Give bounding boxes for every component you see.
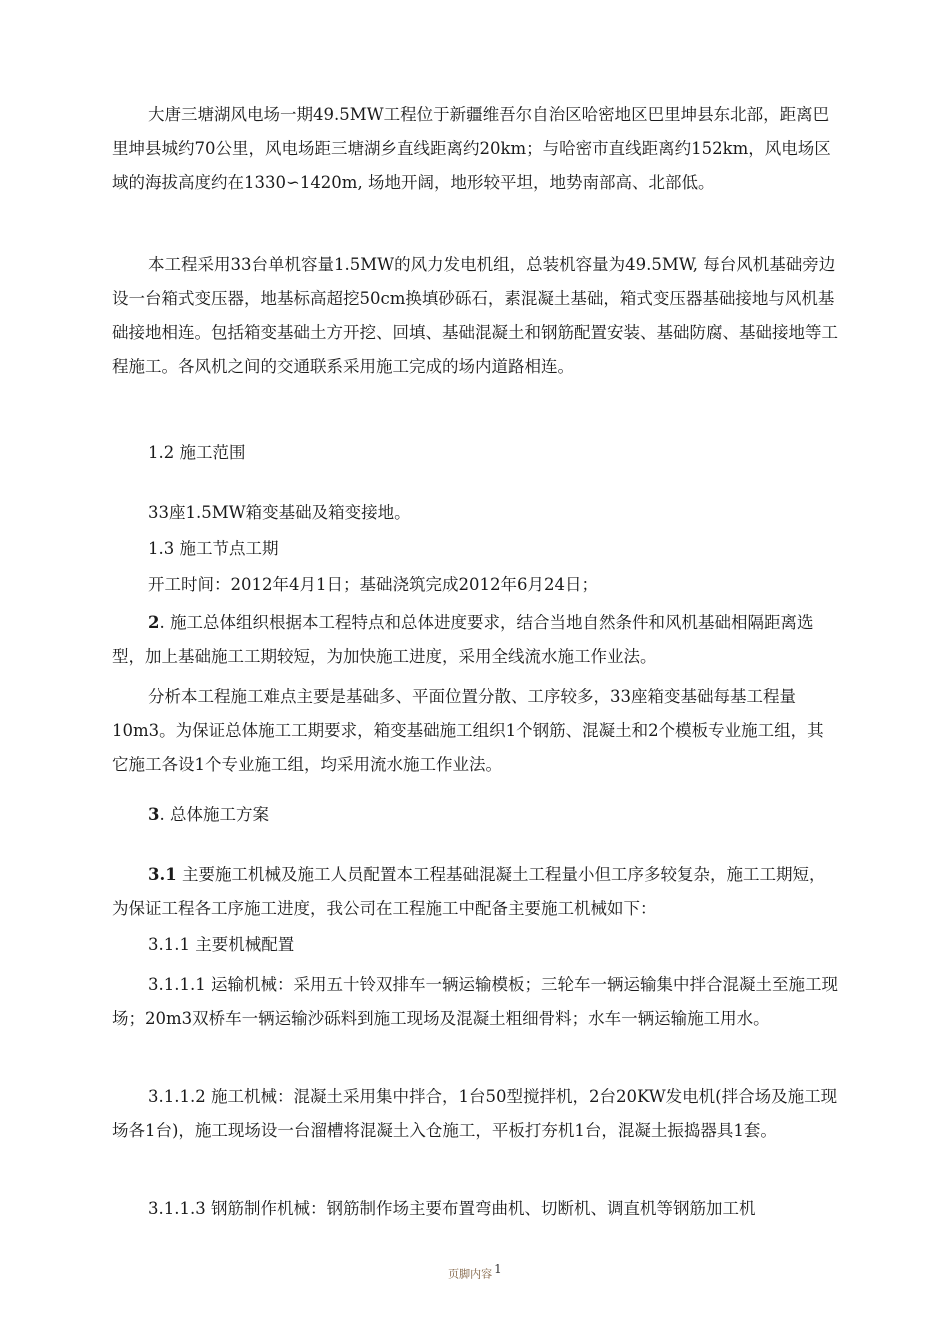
paragraph-schedule: 开工时间：2012年4月1日；基础浇筑完成2012年6月24日； bbox=[148, 575, 598, 594]
section-text: . 施工总体组织根据本工程特点和总体进度要求，结合当地自然条件和风机基础相隔距离选型，加上基础施工工期较短，为加快施工进度，采用全线流水施工作业法。 bbox=[112, 613, 814, 666]
heading-overall-plan bbox=[148, 800, 269, 830]
paragraph-rebar-machinery: 3.1.1.3 钢筋制作机械：钢筋制作场主要布置弯曲机、切断机、调直机等钢筋加工机 bbox=[148, 1199, 756, 1218]
section-number: 3 bbox=[148, 805, 160, 824]
paragraph-project-location: 大唐三塘湖风电场一期49.5MW工程位于新疆维吾尔自治区哈密地区巴里坤县东北部，距离巴里坤县城约70公里，风电场距三塘湖乡直线距离约20km；与哈密市直线距离约152km，风电场区域的海拔高度约在1330∽1420m, 场地开阔，地形较平坦，地势南部高、北部低。 bbox=[112, 105, 831, 192]
page-footer bbox=[0, 1262, 950, 1282]
page-number: 1 bbox=[494, 1262, 502, 1276]
heading-construction-range: 1.2 施工范围 bbox=[148, 443, 246, 462]
paragraph-project-scope: 本工程采用33台单机容量1.5MW的风力发电机组，总装机容量为49.5MW, 每台风机基础旁边设一台箱式变压器，地基标高超挖50cm换填砂砾石，素混凝土基础，箱式变压器基础接地与风机基础接地相连。包括箱变基础土方开挖、回填、基础混凝土和钢筋配置安装、基础防腐、基础接地等工程施工。各风机之间的交通联系采用施工完成的场内道路相连。 bbox=[112, 255, 838, 376]
paragraph-construction-machinery: 3.1.1.2 施工机械：混凝土采用集中拌合，1台50型搅拌机，2台20KW发电机(拌合场及施工现场各1台)，施工现场设一台溜槽将混凝土入仓施工，平板打夯机1台，混凝土振捣器具1套。 bbox=[112, 1087, 838, 1140]
section-text: 主要施工机械及施工人员配置本工程基础混凝土工程量小但工序多较复杂，施工工期短，为保证工程各工序施工进度，我公司在工程施工中配备主要施工机械如下： bbox=[112, 865, 826, 918]
paragraph-difficulty-analysis: 分析本工程施工难点主要是基础多、平面位置分散、工序较多，33座箱变基础每基工程量10m3。为保证总体施工工期要求，箱变基础施工组织1个钢筋、混凝土和2个模板专业施工组，其它施工各设1个专业施工组，均采用流水施工作业法。 bbox=[112, 687, 824, 774]
section-text: . 总体施工方案 bbox=[159, 805, 269, 824]
section-number: 3.1 bbox=[148, 865, 177, 884]
heading-schedule: 1.3 施工节点工期 bbox=[148, 539, 279, 558]
paragraph-construction-range: 33座1.5MW箱变基础及箱变接地。 bbox=[148, 503, 411, 522]
heading-main-machinery: 3.1.1 主要机械配置 bbox=[148, 935, 295, 954]
footer-text: 页脚内容 bbox=[448, 1267, 493, 1281]
section-number: 2 bbox=[148, 613, 160, 632]
paragraph-transport-machinery: 3.1.1.1 运输机械：采用五十铃双排车一辆运输模板；三轮车一辆运输集中拌合混凝土至施工现场；20m3双桥车一辆运输沙砾料到施工现场及混凝土粗细骨料；水车一辆运输施工用水。 bbox=[112, 975, 838, 1028]
paragraph-overall-organization bbox=[112, 606, 840, 674]
paragraph-machinery-staffing bbox=[112, 858, 840, 926]
